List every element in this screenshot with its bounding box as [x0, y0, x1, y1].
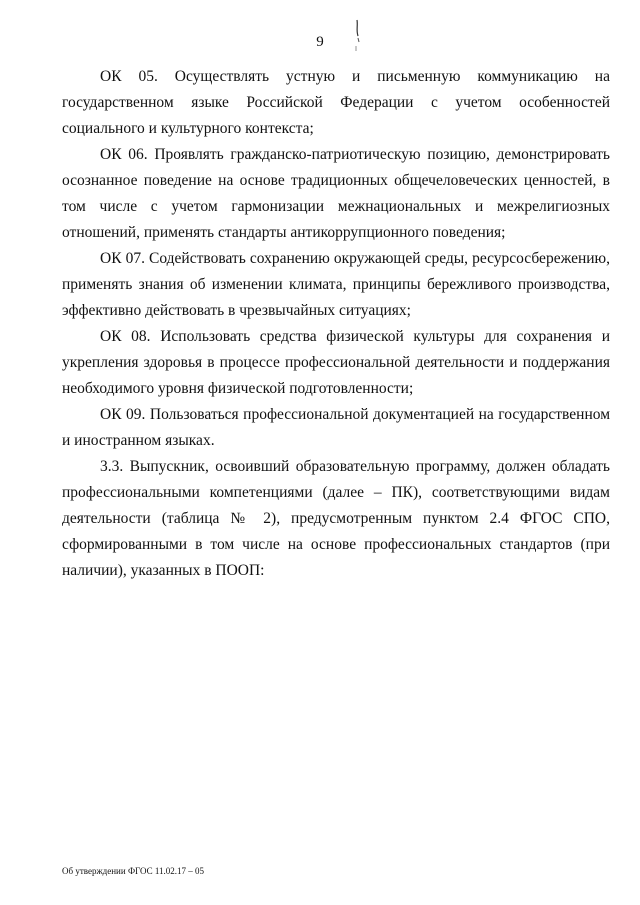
paragraph-ok05: ОК 05. Осуществлять устную и письменную коммуникацию на государственном языке Российской Федерации с учетом особенностей социального и культурного контекста;	[62, 68, 610, 137]
paragraph-ok08: ОК 08. Использовать средства физической культуры для сохранения и укрепления здоровья в процессе профессиональной деятельности и поддержания необходимого уровня физической подготовленности;	[62, 328, 610, 397]
document-body	[62, 64, 610, 584]
paragraph-ok07: ОК 07. Содействовать сохранению окружающей среды, ресурсосбережению, применять знания об изменении климата, принципы бережливого производства, эффективно действовать в чрезвычайных ситуациях;	[62, 250, 610, 319]
paragraph-3-3: 3.3. Выпускник, освоивший образовательную программу, должен обладать профессиональными компетенциями (далее – ПК), соответствующими видам деятельности (таблица № 2), предусмотренным пунктом 2.4 ФГОС СПО, сформированными в том числе на основе профессиональных стандартов (при наличии), указанных в ПООП:	[62, 458, 610, 579]
footer-note: Об утверждении ФГОС 11.02.17 – 05	[62, 866, 205, 876]
paragraph-ok06: ОК 06. Проявлять гражданско-патриотическую позицию, демонстрировать осознанное поведение на основе традиционных общечеловеческих ценностей, в том числе с учетом гармонизации межнациональных и межрелигиозных отношений, применять стандарты антикоррупционного поведения;	[62, 146, 610, 241]
paragraph-ok09: ОК 09. Пользоваться профессиональной документацией на государственном и иностранном языках.	[62, 406, 610, 449]
scan-artifact-mark	[352, 18, 366, 58]
page-number: 9	[316, 34, 324, 50]
